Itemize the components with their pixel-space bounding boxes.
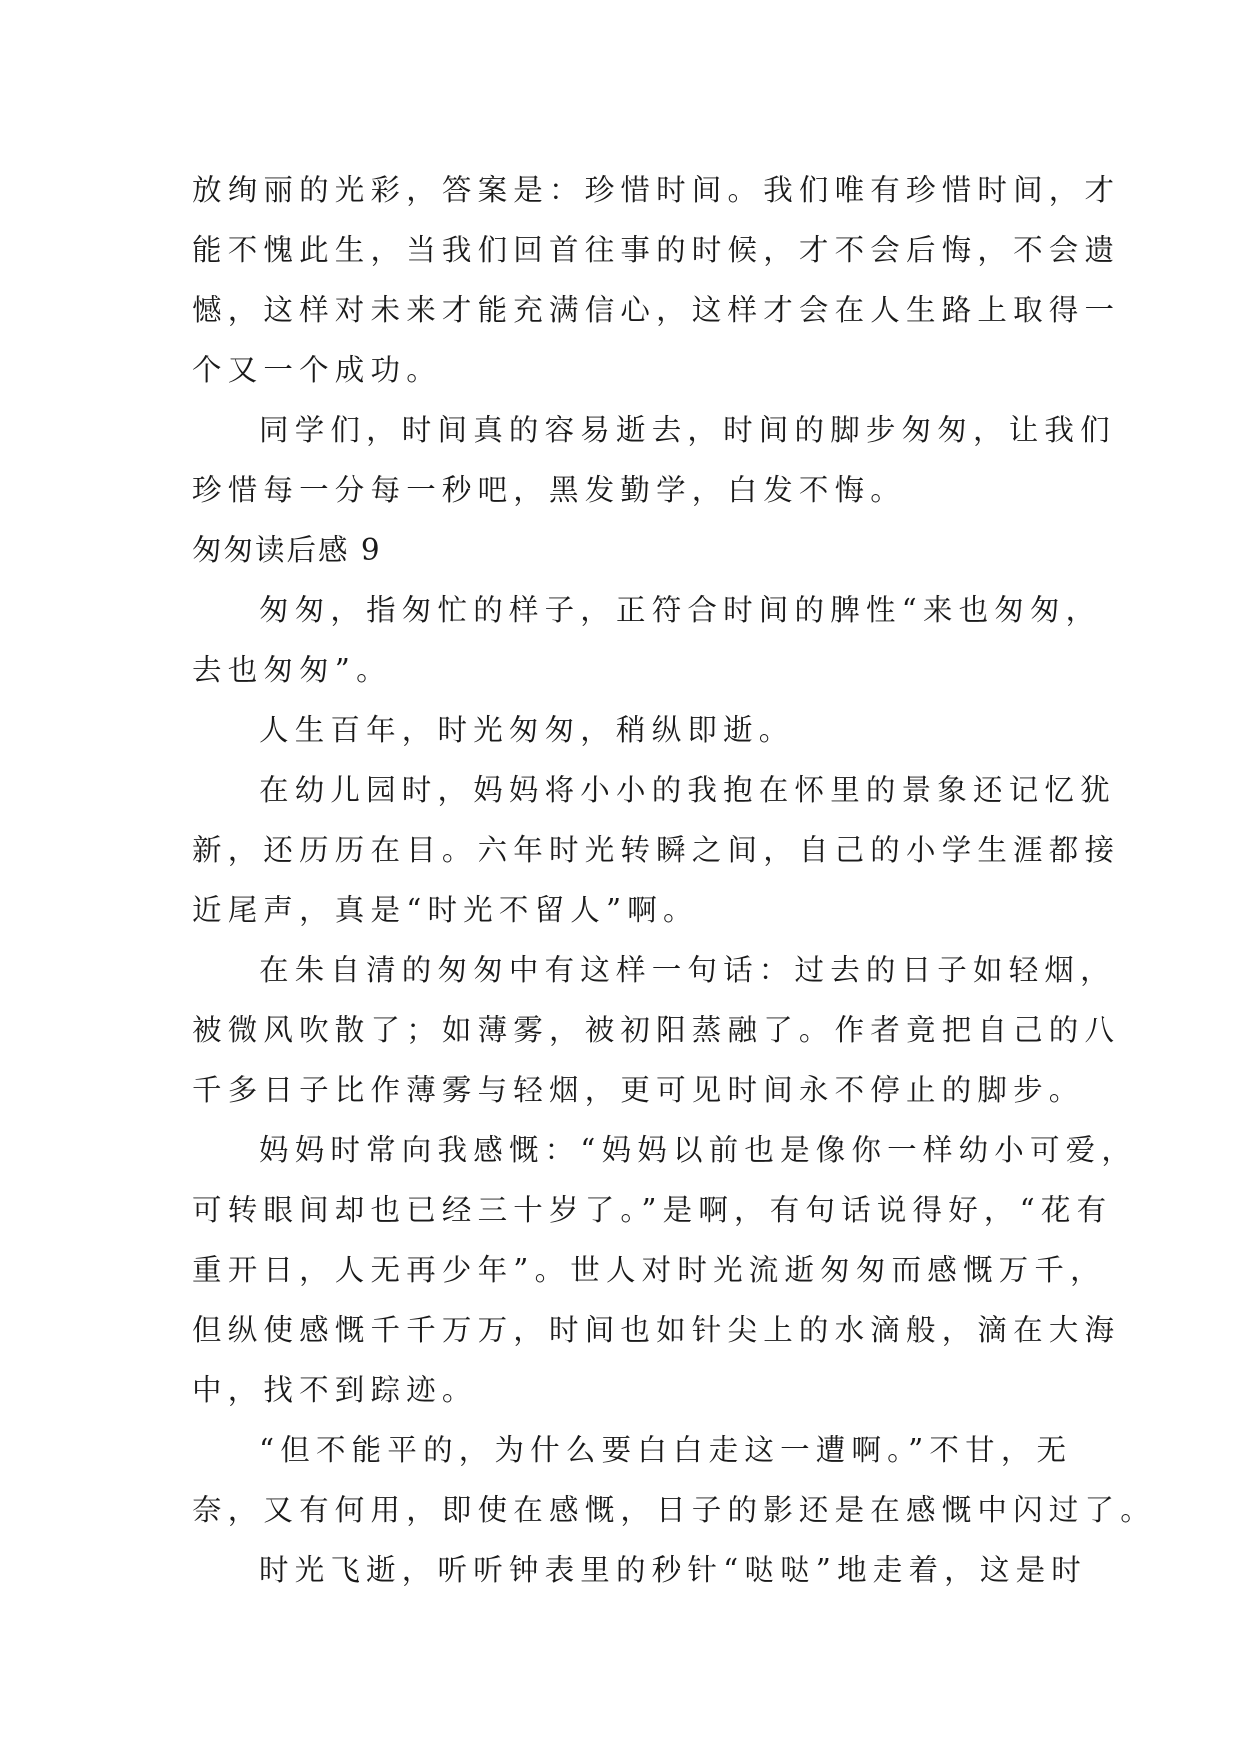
section-heading: 匆匆读后感 9 (192, 533, 382, 567)
paragraph-start-line: 人生百年，时光匆匆，稍纵即逝。 (259, 713, 795, 747)
text-line: 去也匆匆”。 (192, 653, 392, 687)
text-line: 珍惜每一分每一秒吧，黑发勤学，白发不悔。 (192, 473, 907, 507)
text-line: 重开日，人无再少年”。世人对时光流逝匆匆而感慨万千， (192, 1253, 1106, 1287)
text-line: 近尾声，真是“时光不留人”啊。 (192, 893, 699, 927)
paragraph-start-line: 在朱自清的匆匆中有这样一句话：过去的日子如轻烟， (259, 953, 1116, 987)
paragraph-start-line: 在幼儿园时，妈妈将小小的我抱在怀里的景象还记忆犹 (259, 773, 1116, 807)
paragraph-start-line: 匆匆，指匆忙的样子，正符合时间的脾性“来也匆匆， (259, 593, 1102, 627)
text-line: 但纵使感慨千千万万，时间也如针尖上的水滴般，滴在大海 (192, 1313, 1121, 1347)
text-line: 被微风吹散了；如薄雾，被初阳蒸融了。作者竟把自己的八 (192, 1013, 1121, 1047)
paragraph-start-line: 妈妈时常向我感慨：“妈妈以前也是像你一样幼小可爱， (259, 1133, 1138, 1167)
text-line: 中，找不到踪迹。 (192, 1373, 478, 1407)
text-line: 个又一个成功。 (192, 353, 442, 387)
paragraph-start-line: 时光飞逝，听听钟表里的秒针“哒哒”地走着，这是时 (259, 1553, 1087, 1587)
paragraph-start-line: 同学们，时间真的容易逝去，时间的脚步匆匆，让我们 (259, 413, 1116, 447)
text-line: 放绚丽的光彩，答案是：珍惜时间。我们唯有珍惜时间，才 (192, 173, 1121, 207)
text-line: 憾，这样对未来才能充满信心，这样才会在人生路上取得一 (192, 293, 1121, 327)
text-line: 奈，又有何用，即使在感慨，日子的影还是在感慨中闪过了。 (192, 1493, 1156, 1527)
paragraph-start-line: “但不能平的，为什么要白白走这一遭啊。”不甘，无 (259, 1433, 1073, 1467)
text-line: 能不愧此生，当我们回首往事的时候，才不会后悔，不会遗 (192, 233, 1121, 267)
document-body (192, 160, 1156, 1600)
text-line: 新，还历历在目。六年时光转瞬之间，自己的小学生涯都接 (192, 833, 1121, 867)
text-line: 可转眼间却也已经三十岁了。”是啊，有句话说得好，“花有 (192, 1193, 1113, 1227)
text-line: 千多日子比作薄雾与轻烟，更可见时间永不停止的脚步。 (192, 1073, 1085, 1107)
